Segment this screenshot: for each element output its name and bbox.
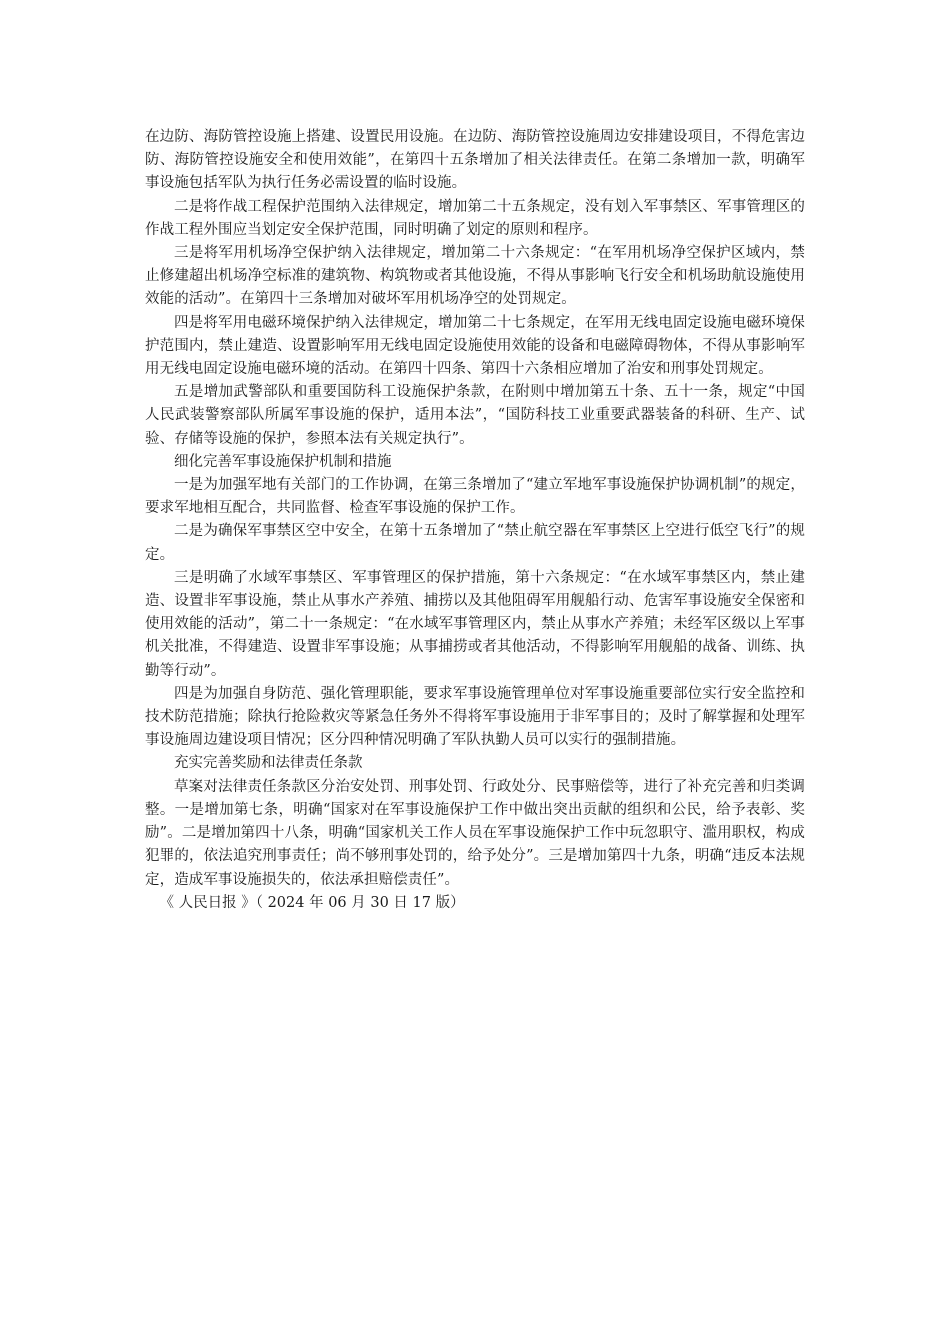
paragraph-4: 四是将军用电磁环境保护纳入法律规定，增加第二十七条规定，在军用无线电固定设施电磁环境保护范围内，禁止建造、设置影响军用无线电固定设施使用效能的设备和电磁障碍物体，不得从事影响军用无线电固定设施电磁环境的活动。在第四十四条、第四十六条相应增加了治安和刑事处罚规定。	[145, 314, 805, 378]
paragraph-7: 二是为确保军事禁区空中安全，在第十五条增加了“禁止航空器在军事禁区上空进行低空飞行”的规定。	[145, 523, 805, 563]
paragraph-5: 五是增加武警部队和重要国防科工设施保护条款，在附则中增加第五十条、五十一条，规定“中国人民武装警察部队所属军事设施的保护，适用本法”，“国防科技工业重要武器装备的科研、生产、试验、存储等设施的保护，参照本法有关规定执行”。	[145, 384, 805, 447]
paragraph-1: 在边防、海防管控设施上搭建、设置民用设施。在边防、海防管控设施周边安排建设项目，不得危害边防、海防管控设施安全和使用效能”，在第四十五条增加了相关法律责任。在第二条增加一款，明确军事设施包括军队为执行任务必需设置的临时设施。	[145, 129, 805, 192]
paragraph-6: 一是为加强军地有关部门的工作协调，在第三条增加了“建立军地军事设施保护协调机制”的规定，要求军地相互配合，共同监督、检查军事设施的保护工作。	[145, 477, 805, 517]
paragraph-2: 二是将作战工程保护范围纳入法律规定，增加第二十五条规定，没有划入军事禁区、军事管理区的作战工程外围应当划定安全保护范围，同时明确了划定的原则和程序。	[145, 198, 805, 238]
article-body	[145, 126, 805, 915]
paragraph-10: 草案对法律责任条款区分治安处罚、刑事处罚、行政处分、民事赔偿等，进行了补充完善和归类调整。一是增加第七条，明确“国家对在军事设施保护工作中做出突出贡献的组织和公民，给予表彰、奖励”。二是增加第四十八条，明确“国家机关工作人员在军事设施保护工作中玩忽职守、滥用职权，构成犯罪的，依法追究刑事责任；尚不够刑事处罚的，给予处分”。三是增加第四十九条，明确“违反本法规定，造成军事设施损失的，依法承担赔偿责任”。	[145, 778, 805, 888]
paragraph-9: 四是为加强自身防范、强化管理职能，要求军事设施管理单位对军事设施重要部位实行安全监控和技术防范措施；除执行抢险救灾等紧急任务外不得将军事设施用于非军事目的；及时了解掌握和处理军事设施周边建设项目情况；区分四种情况明确了军队执勤人员可以实行的强制措施。	[145, 685, 805, 749]
section-heading-liability: 充实完善奖励和法律责任条款	[174, 755, 363, 772]
paragraph-8: 三是明确了水域军事禁区、军事管理区的保护措施，第十六条规定：“在水域军事禁区内，禁止建造、设置非军事设施，禁止从事水产养殖、捕捞以及其他阻碍军用舰船行动、危害军事设施安全保密和使用效能的活动”，第二十一条规定：“在水域军事管理区内，禁止从事水产养殖；未经军区级以上军事机关批准，不得建造、设置非军事设施；从事捕捞或者其他活动，不得影响军用舰船的战备、训练、执勤等行动”。	[145, 569, 805, 679]
section-heading-mechanisms: 细化完善军事设施保护机制和措施	[174, 453, 392, 470]
source-citation: 《 人民日报 》（ 2024 年 06 月 30 日 17 版）	[159, 894, 465, 911]
paragraph-3: 三是将军用机场净空保护纳入法律规定，增加第二十六条规定：“在军用机场净空保护区域内，禁止修建超出机场净空标准的建筑物、构筑物或者其他设施，不得从事影响飞行安全和机场助航设施使用效能的活动”。在第四十三条增加对破坏军用机场净空的处罚规定。	[145, 245, 805, 308]
